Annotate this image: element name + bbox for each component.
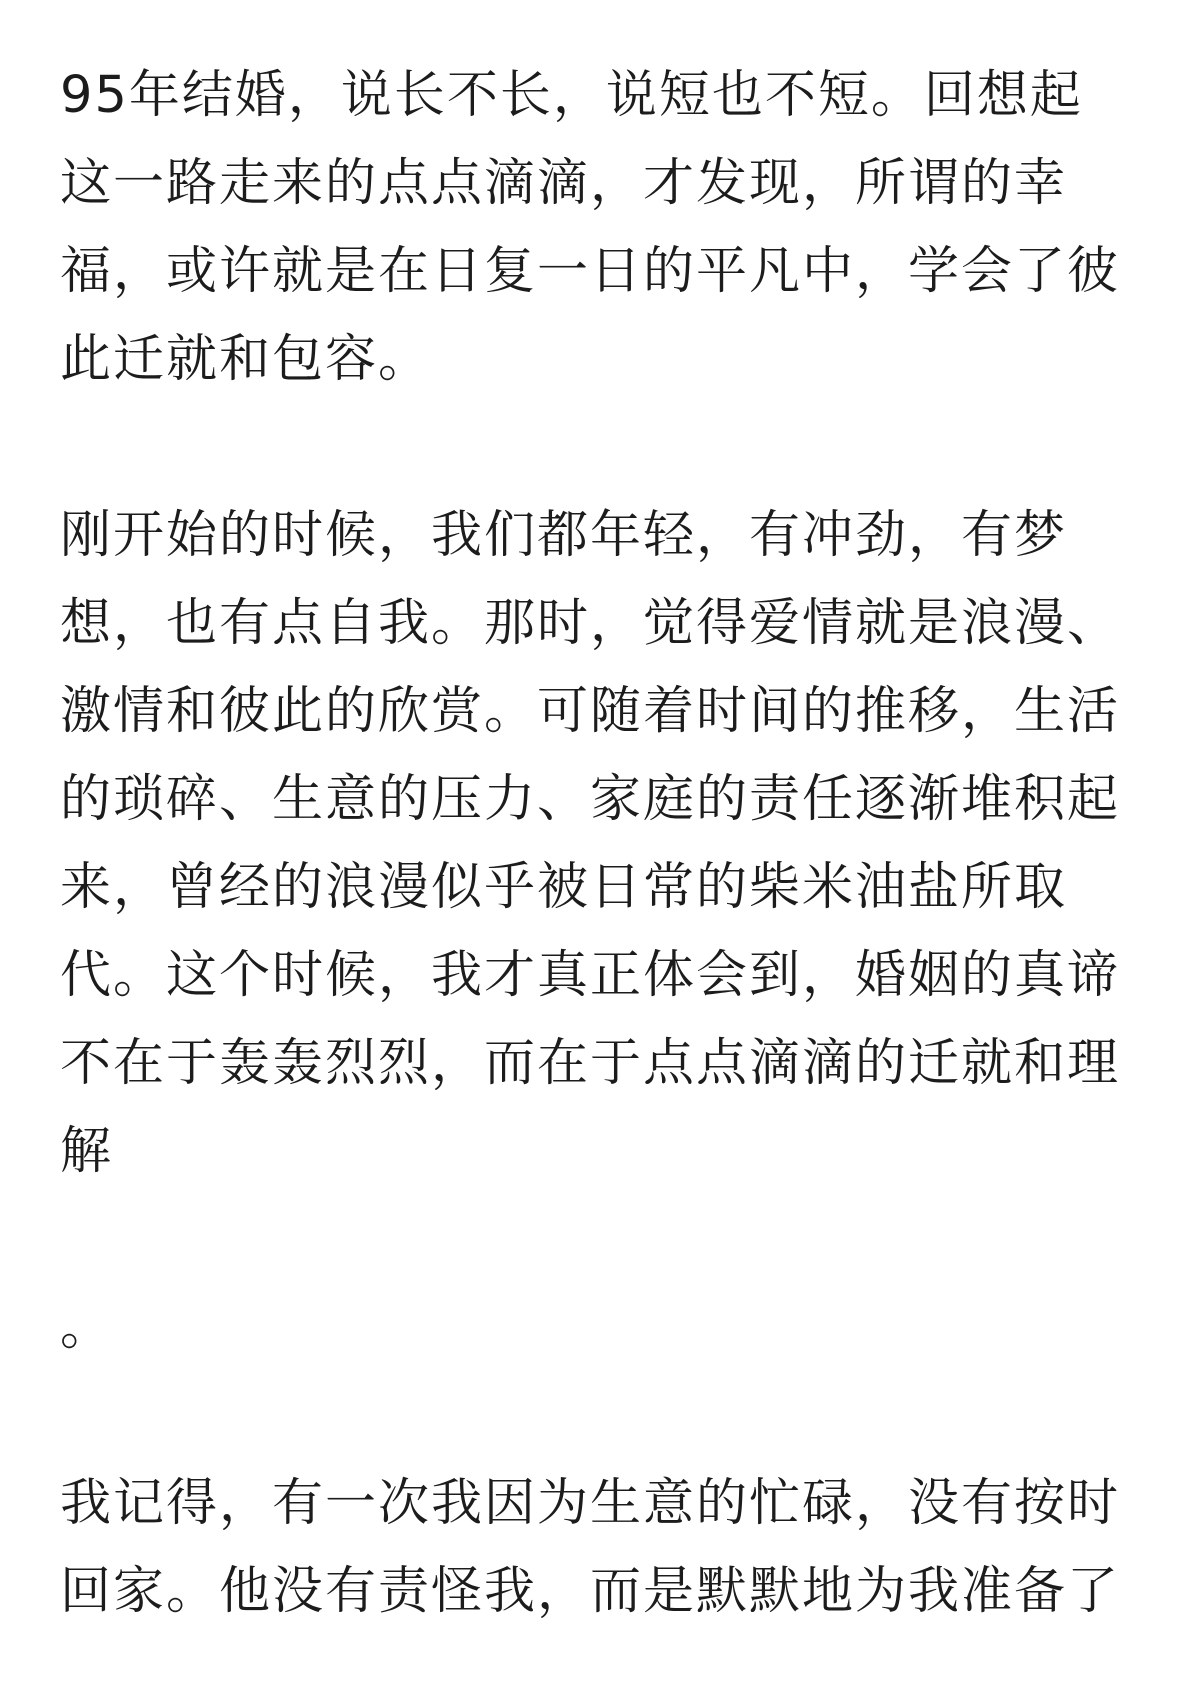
paragraph-spacer — [60, 1196, 1120, 1284]
paragraph-3: 。 — [60, 1298, 114, 1357]
paragraph-4: 我记得，有一次我因为生意的忙碌，没有按时回家。他没有责怪我，而是默默地为我准备了 — [60, 1474, 1121, 1621]
paragraph-spacer — [60, 1372, 1120, 1460]
paragraph-2: 刚开始的时候，我们都年轻，有冲劲，有梦想，也有点自我。那时，觉得爱情就是浪漫、激情和彼此的欣赏。可随着时间的推移，生活的琐碎、生意的压力、家庭的责任逐渐堆积起来，曾经的浪漫似乎被日常的柴米油盐所取代。这个时候，我才真正体会到，婚姻的真谛不在于轰轰烈烈，而在于点点滴滴的迁就和理解 — [60, 506, 1121, 1181]
article-body — [60, 52, 1120, 1636]
paragraph-1: 95年结婚，说长不长，说短也不短。回想起这一路走来的点点滴滴，才发现，所谓的幸福，或许就是在日复一日的平凡中，学会了彼此迁就和包容。 — [60, 66, 1121, 389]
paragraph-spacer — [60, 404, 1120, 492]
